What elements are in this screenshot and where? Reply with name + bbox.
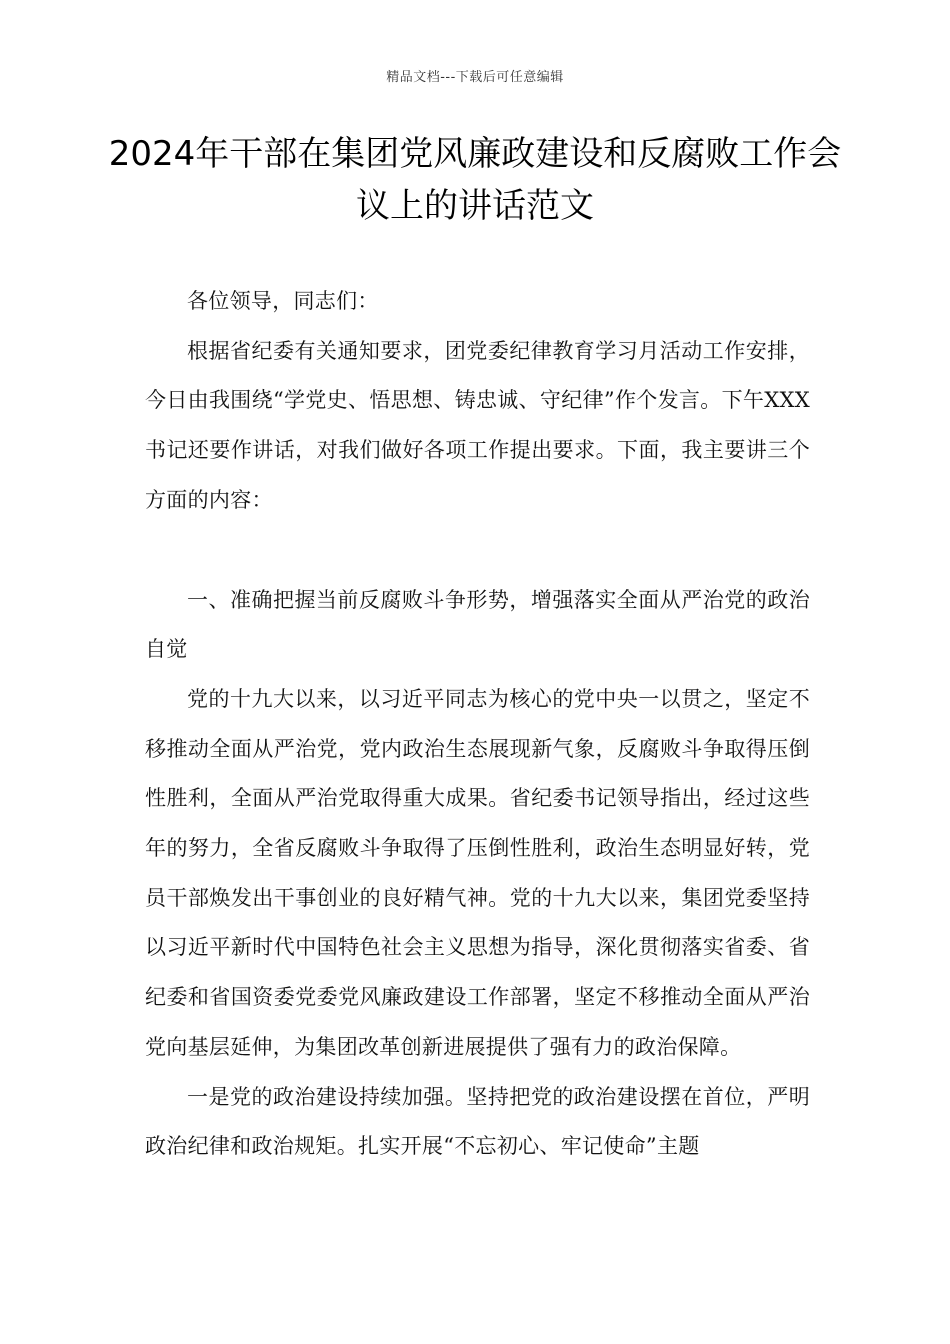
document-body	[145, 277, 810, 1172]
header-note: 精品文档---下载后可任意编辑	[386, 70, 564, 85]
body-paragraph: 一是党的政治建设持续加强。坚持把党的政治建设摆在首位，严明政治纪律和政治规矩。扎实开展“不忘初心、牢记使命”主题	[145, 1084, 810, 1159]
document-title: 2024年干部在集团党风廉政建设和反腐败工作会议上的讲话范文	[108, 134, 842, 226]
salutation-paragraph: 各位领导，同志们：	[187, 289, 379, 313]
intro-paragraph: 根据省纪委有关通知要求，团党委纪律教育学习月活动工作安排，今日由我围绕“学党史、悟思想、铸忠诚、守纪律”作个发言。下午XXX书记还要作讲话，对我们做好各项工作提出要求。下面，我主要讲三个方面的内容：	[145, 338, 810, 512]
section-heading: 一、准确把握当前反腐败斗争形势，增强落实全面从严治党的政治自觉	[145, 587, 810, 662]
body-paragraph: 党的十九大以来，以习近平同志为核心的党中央一以贯之，坚定不移推动全面从严治党，党内政治生态展现新气象，反腐败斗争取得压倒性胜利，全面从严治党取得重大成果。省纪委书记领导指出，经过这些年的努力，全省反腐败斗争取得了压倒性胜利，政治生态明显好转，党员干部焕发出干事创业的良好精气神。党的十九大以来，集团党委坚持以习近平新时代中国特色社会主义思想为指导，深化贯彻落实省委、省纪委和省国资委党委党风廉政建设工作部署，坚定不移推动全面从严治党向基层延伸，为集团改革创新进展提供了强有力的政治保障。	[145, 686, 810, 1059]
